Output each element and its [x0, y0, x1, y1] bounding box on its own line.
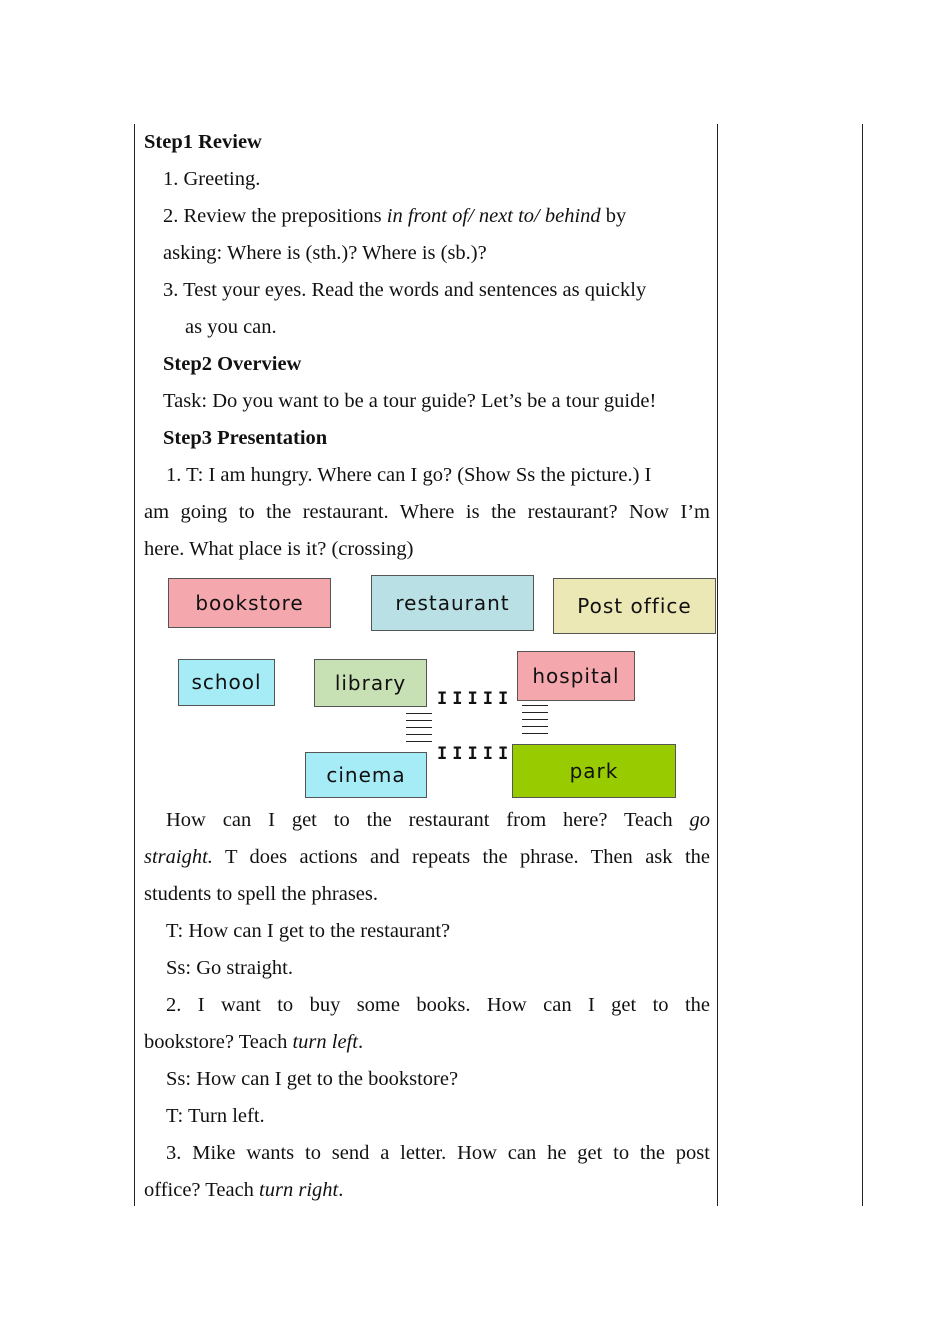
dialogue-3: Ss: How can I get to the bookstore?: [166, 1068, 459, 1090]
step3-p2-line1: How can I get to the restaurant from here? Teach go: [166, 809, 710, 831]
lesson-content: [144, 124, 710, 1209]
step2-task: Task: Do you want to be a tour guide? Let’s be a tour guide!: [163, 390, 657, 412]
step1-title: Step1 Review: [144, 131, 262, 153]
step3-p3-line2: bookstore? Teach turn left.: [144, 1031, 364, 1053]
crossing-stripes-left: [406, 713, 432, 748]
step1-item-2-cont: asking: Where is (sth.)? Where is (sb.)?: [163, 242, 487, 264]
dialogue-2: Ss: Go straight.: [166, 957, 293, 979]
map-park: park: [512, 744, 676, 798]
step1-item-1: 1. Greeting.: [163, 168, 261, 190]
step3-p3-line1: 2. I want to buy some books. How can I get to the: [166, 994, 710, 1016]
crossing-stripes-right: [522, 705, 548, 740]
map-bookstore: bookstore: [168, 578, 331, 628]
crossing-marks-bottom: IIIII: [437, 744, 514, 764]
step3-title: Step3 Presentation: [163, 427, 328, 449]
map-school: school: [178, 659, 275, 706]
step1-item-3-cont: as you can.: [185, 316, 277, 338]
step3-p2-line2: straight. T does actions and repeats the phrase. Then ask the: [144, 846, 711, 868]
map-library: library: [314, 659, 427, 707]
map-hospital: hospital: [517, 651, 635, 701]
step1-item-3: 3. Test your eyes. Read the words and sentences as quickly: [163, 279, 647, 301]
step3-p4-line2: office? Teach turn right.: [144, 1179, 344, 1201]
step1-item-2: 2. Review the prepositions in front of/ next to/ behind by: [163, 205, 627, 227]
dialogue-1: T: How can I get to the restaurant?: [166, 920, 451, 942]
map-cinema: cinema: [305, 752, 427, 798]
crossing-marks-top: IIIII: [437, 689, 514, 709]
step3-p1-line2: am going to the restaurant. Where is the restaurant? Now I’m: [144, 501, 710, 523]
table-border-right: [862, 124, 863, 1206]
map-post-office: Post office: [553, 578, 716, 634]
step3-p2-line3: students to spell the phrases.: [144, 883, 379, 905]
street-map-picture: [144, 572, 710, 802]
step2-title: Step2 Overview: [163, 353, 302, 375]
step3-p1-line1: 1. T: I am hungry. Where can I go? (Show Ss the picture.) I: [166, 464, 652, 486]
table-border-left: [134, 124, 135, 1206]
step3-p1-line3: here. What place is it? (crossing): [144, 538, 414, 560]
table-border-middle: [717, 124, 718, 1206]
step3-p4-line1: 3. Mike wants to send a letter. How can he get to the post: [166, 1142, 710, 1164]
dialogue-4: T: Turn left.: [166, 1105, 265, 1127]
map-restaurant: restaurant: [371, 575, 534, 631]
